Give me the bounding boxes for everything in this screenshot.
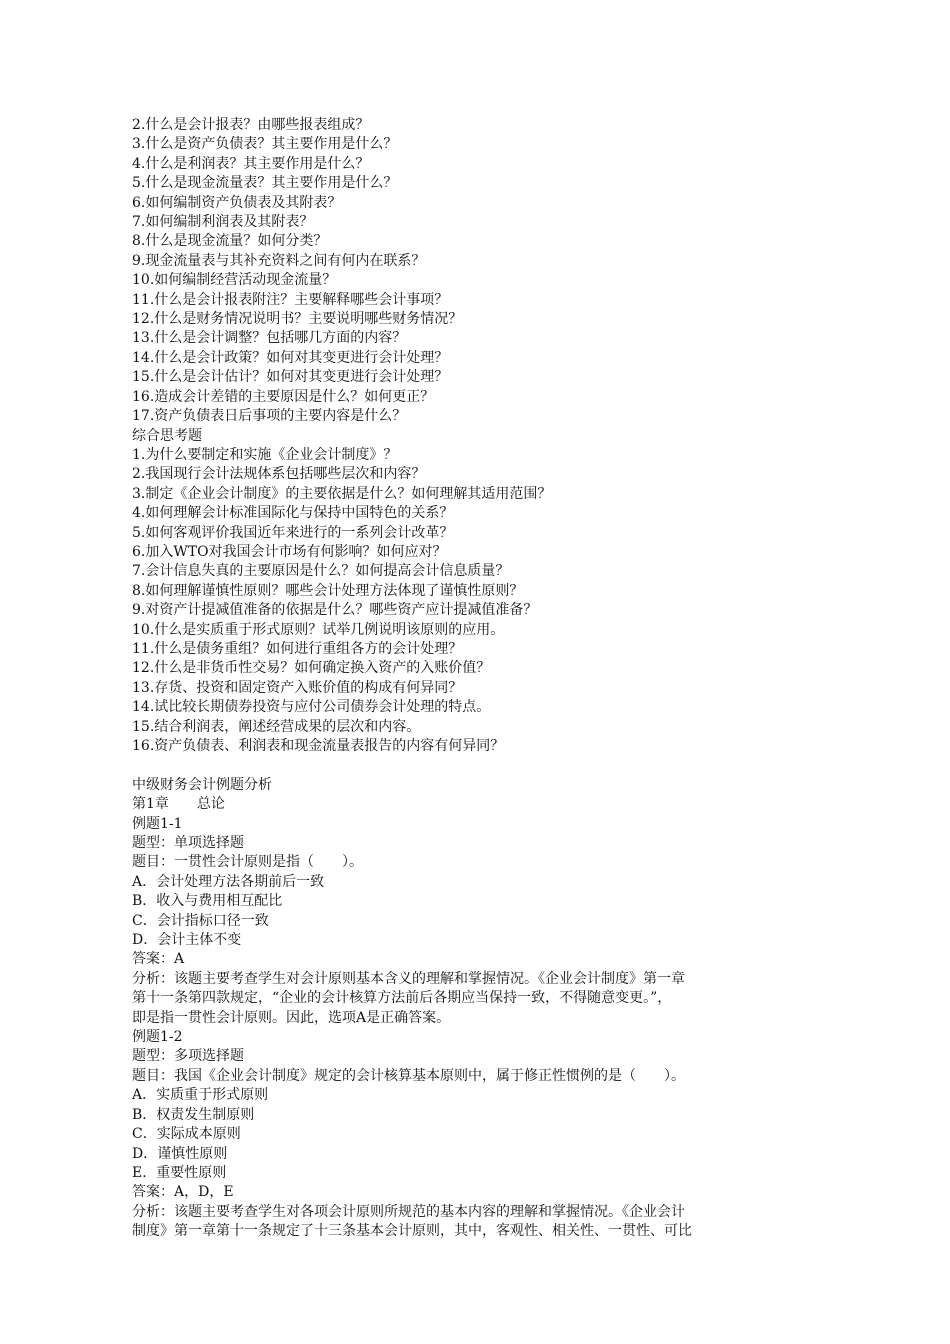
analysis-line: 制度》第一章第十一条规定了十三条基本会计原则，其中，客观性、相关性、一贯性、可比 xyxy=(132,1223,692,1240)
option-line: E．重要性原则 xyxy=(132,1164,227,1181)
question-line: 15.什么是会计估计？如何对其变更进行会计处理？ xyxy=(132,369,449,386)
question-line: 2.什么是会计报表？由哪些报表组成？ xyxy=(132,117,370,133)
section-title: 中级财务会计例题分析 xyxy=(132,776,272,793)
option-line: A．会计处理方法各期前后一致 xyxy=(132,873,325,890)
answer-line: 答案：A xyxy=(132,951,185,968)
comprehensive-question-line: 14.试比较长期债券投资与应付公司债券会计处理的特点。 xyxy=(132,699,491,716)
example-label: 例题1-1 xyxy=(132,815,183,832)
comprehensive-question-line: 11.什么是债务重组？如何进行重组各方的会计处理？ xyxy=(132,640,463,657)
comprehensive-question-line: 3.制定《企业会计制度》的主要依据是什么？如何理解其适用范围？ xyxy=(132,485,552,502)
comprehensive-question-line: 13.存货、投资和固定资产入账价值的构成有何异同？ xyxy=(132,679,463,696)
comprehensive-question-line: 2.我国现行会计法规体系包括哪些层次和内容？ xyxy=(132,466,426,483)
question-line: 6.如何编制资产负债表及其附表？ xyxy=(132,194,342,211)
question-line: 14.什么是会计政策？如何对其变更进行会计处理？ xyxy=(132,349,449,366)
comprehensive-question-line: 5.如何客观评价我国近年来进行的一系列会计改革？ xyxy=(132,524,454,541)
question-line: 4.什么是利润表？其主要作用是什么？ xyxy=(132,155,370,172)
analysis-line: 即是指一贯性会计原则。因此，选项A是正确答案。 xyxy=(132,1009,451,1026)
option-line: C．会计指标口径一致 xyxy=(132,912,269,929)
question-line: 5.什么是现金流量表？其主要作用是什么？ xyxy=(132,175,398,192)
question-line: 16.造成会计差错的主要原因是什么？如何更正？ xyxy=(132,388,435,405)
question-line: 11.什么是会计报表附注？主要解释哪些会计事项？ xyxy=(132,291,449,308)
analysis-line: 分析：该题主要考查学生对各项会计原则所规范的基本内容的理解和掌握情况。《企业会计 xyxy=(132,1203,685,1220)
option-line: D．谨慎性原则 xyxy=(132,1145,228,1162)
comprehensive-questions xyxy=(132,446,822,757)
example-2 xyxy=(132,1028,822,1241)
question-line: 7.如何编制利润表及其附表？ xyxy=(132,214,314,231)
question-type: 题型：单项选择题 xyxy=(132,835,244,852)
comprehensive-question-line: 7.会计信息失真的主要原因是什么？如何提高会计信息质量？ xyxy=(132,563,510,580)
comprehensive-question-line: 8.如何理解谨慎性原则？哪些会计处理方法体现了谨慎性原则？ xyxy=(132,582,524,599)
option-line: C．实际成本原则 xyxy=(132,1126,241,1143)
document-page xyxy=(132,116,822,1242)
question-line: 8.什么是现金流量？如何分类？ xyxy=(132,233,328,250)
comprehensive-question-line: 9.对资产计提减值准备的依据是什么？哪些资产应计提减值准备？ xyxy=(132,602,538,619)
question-text: 题目：我国《企业会计制度》规定的会计核算基本原则中，属于修正性惯例的是（ ）。 xyxy=(132,1067,685,1084)
blank-line xyxy=(132,756,822,775)
analysis-line: 分析：该题主要考查学生对会计原则基本含义的理解和掌握情况。《企业会计制度》第一章 xyxy=(132,970,685,987)
analysis-line: 第十一条第四款规定，“企业的会计核算方法前后各期应当保持一致，不得随意变更。”， xyxy=(132,990,672,1007)
comprehensive-question-line: 10.什么是实质重于形式原则？试举几例说明该原则的应用。 xyxy=(132,621,505,638)
comprehensive-question-line: 1.为什么要制定和实施《企业会计制度》？ xyxy=(132,446,398,463)
option-line: D．会计主体不变 xyxy=(132,932,242,949)
question-line: 3.什么是资产负债表？其主要作用是什么？ xyxy=(132,136,398,153)
option-line: B．收入与费用相互配比 xyxy=(132,893,283,910)
option-line: A．实质重于形式原则 xyxy=(132,1087,269,1104)
example-label: 例题1-2 xyxy=(132,1029,183,1046)
chapter-heading: 第1章 总论 xyxy=(132,796,225,813)
questions-part1 xyxy=(132,116,822,427)
question-line: 13.什么是会计调整？包括哪几方面的内容？ xyxy=(132,330,407,347)
question-type: 题型：多项选择题 xyxy=(132,1048,244,1065)
question-text: 题目：一贯性会计原则是指（ ）。 xyxy=(132,854,363,871)
comprehensive-question-line: 15.结合利润表，阐述经营成果的层次和内容。 xyxy=(132,718,421,735)
comprehensive-question-line: 16.资产负债表、利润表和现金流量表报告的内容有何异同？ xyxy=(132,738,505,754)
answer-line: 答案：A，D，E xyxy=(132,1184,234,1201)
question-line: 10.如何编制经营活动现金流量？ xyxy=(132,272,337,289)
example-1 xyxy=(132,815,822,1028)
comprehensive-question-line: 4.如何理解会计标准国际化与保持中国特色的关系？ xyxy=(132,505,454,522)
question-line: 9.现金流量表与其补充资料之间有何内在联系？ xyxy=(132,252,426,269)
comprehensive-heading: 综合思考题 xyxy=(132,427,202,444)
question-line: 17.资产负债表日后事项的主要内容是什么？ xyxy=(132,408,407,425)
question-line: 12.什么是财务情况说明书？主要说明哪些财务情况？ xyxy=(132,311,463,328)
comprehensive-question-line: 6.加入WTO对我国会计市场有何影响？如何应对？ xyxy=(132,543,447,560)
option-line: B．权责发生制原则 xyxy=(132,1106,255,1123)
comprehensive-question-line: 12.什么是非货币性交易？如何确定换入资产的入账价值？ xyxy=(132,660,491,677)
